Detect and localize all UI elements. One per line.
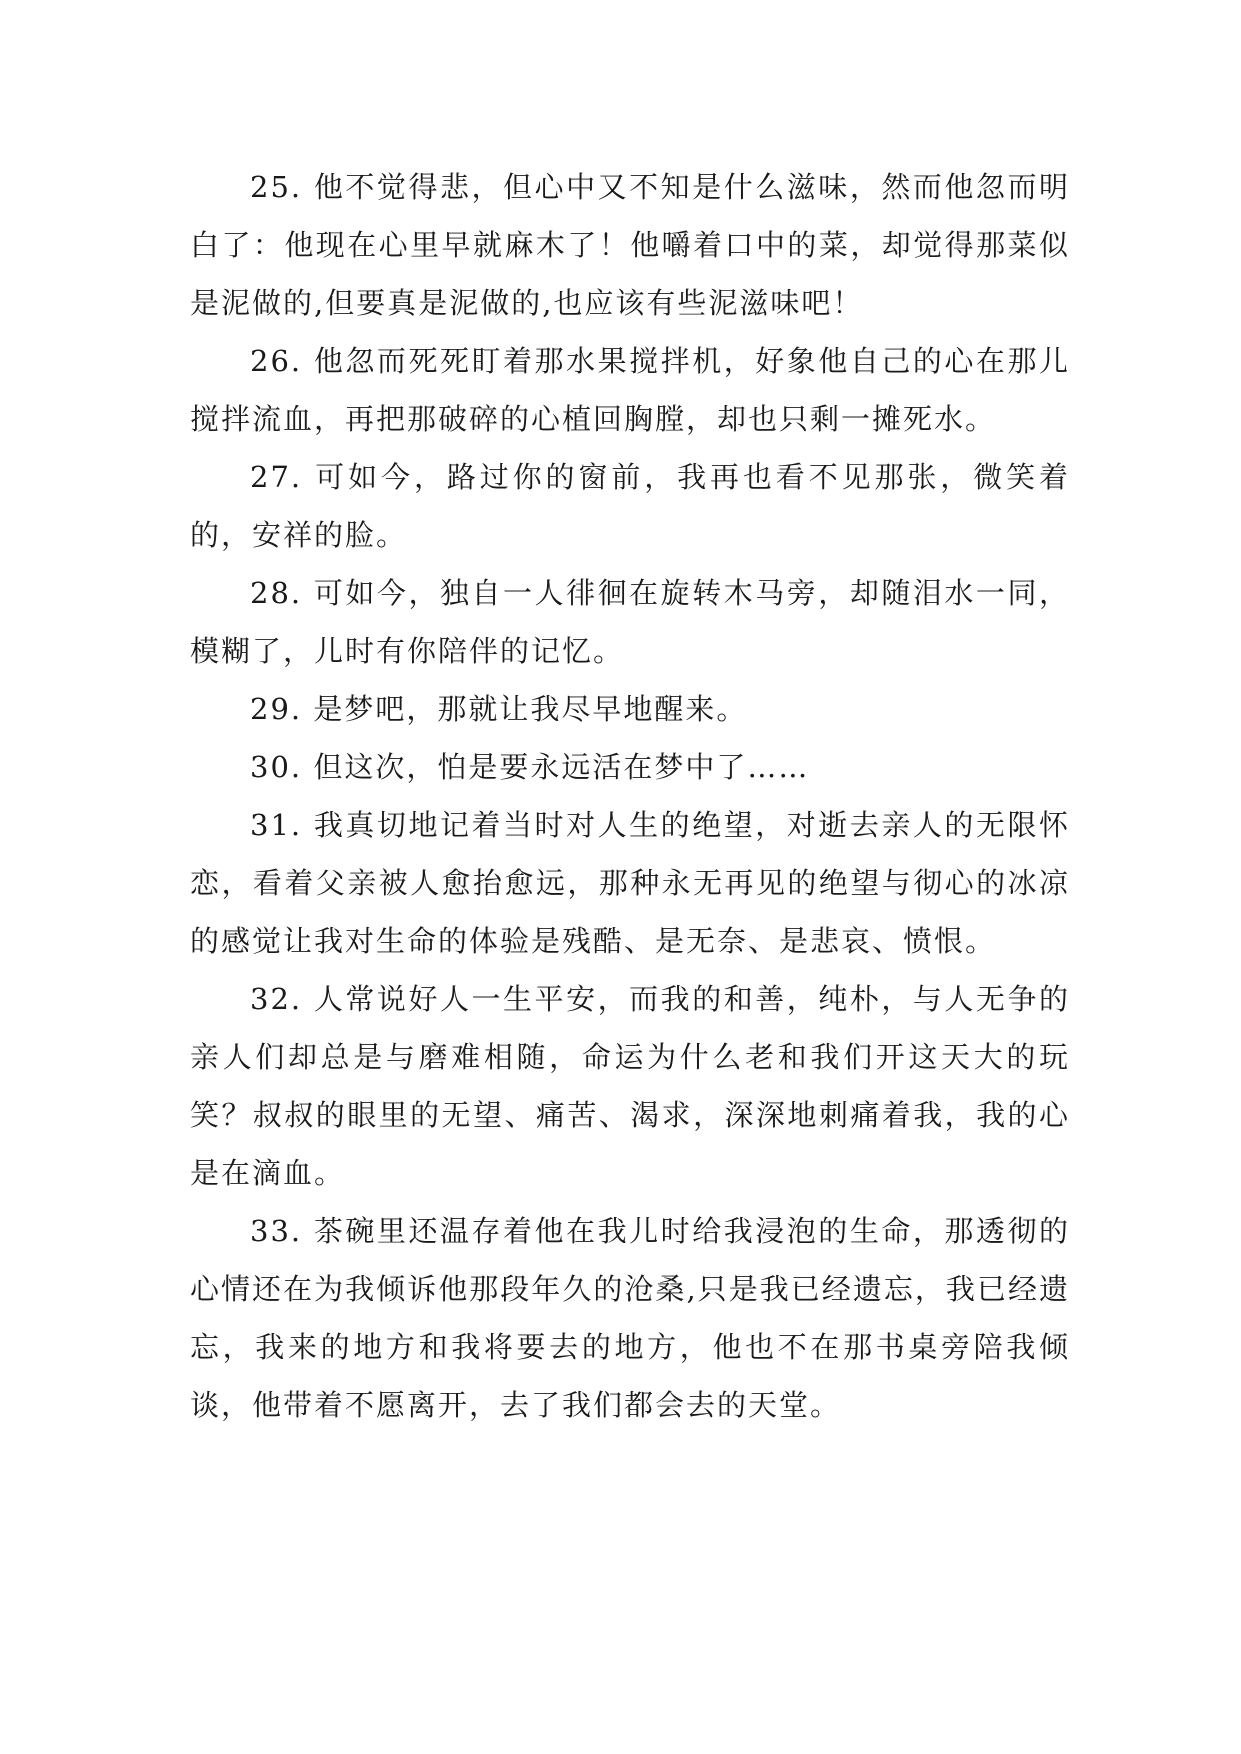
paragraph-text: 他忽而死死盯着那水果搅拌机，好象他自己的心在那儿搅拌流血，再把那破碎的心植回胸膛，却也只剩一摊死水。 — [190, 344, 1070, 436]
paragraph-32 — [190, 970, 1070, 1202]
paragraph-27 — [190, 448, 1070, 564]
document-body — [190, 158, 1070, 1434]
paragraph-30 — [190, 738, 1070, 796]
paragraph-number: 27. — [250, 460, 303, 494]
paragraph-text: 人常说好人一生平安，而我的和善，纯朴，与人无争的亲人们却总是与磨难相随，命运为什么老和我们开这天大的玩笑？叔叔的眼里的无望、痛苦、渴求，深深地刺痛着我，我的心是在滴血。 — [190, 982, 1070, 1190]
paragraph-number: 28. — [250, 576, 303, 610]
paragraph-number: 26. — [250, 344, 303, 378]
paragraph-25 — [190, 158, 1070, 332]
paragraph-28 — [190, 564, 1070, 680]
paragraph-text: 我真切地记着当时对人生的绝望，对逝去亲人的无限怀恋，看着父亲被人愈抬愈远，那种永无再见的绝望与彻心的冰凉的感觉让我对生命的体验是残酷、是无奈、是悲哀、愤恨。 — [190, 808, 1070, 958]
paragraph-number: 29. — [250, 692, 303, 726]
paragraph-text: 他不觉得悲，但心中又不知是什么滋味，然而他忽而明白了：他现在心里早就麻木了！他嚼着口中的菜，却觉得那菜似是泥做的,但要真是泥做的,也应该有些泥滋味吧！ — [190, 170, 1070, 320]
paragraph-number: 32. — [250, 982, 303, 1016]
paragraph-number: 33. — [250, 1214, 303, 1248]
paragraph-26 — [190, 332, 1070, 448]
paragraph-33 — [190, 1202, 1070, 1434]
paragraph-text: 是梦吧，那就让我尽早地醒来。 — [313, 692, 748, 726]
paragraph-text: 但这次，怕是要永远活在梦中了…… — [313, 750, 810, 784]
paragraph-29 — [190, 680, 1070, 738]
paragraph-text: 可如今，路过你的窗前，我再也看不见那张，微笑着的，安祥的脸。 — [190, 460, 1070, 552]
paragraph-31 — [190, 796, 1070, 970]
paragraph-text: 可如今，独自一人徘徊在旋转木马旁，却随泪水一同，模糊了，儿时有你陪伴的记忆。 — [190, 576, 1070, 668]
paragraph-number: 31. — [250, 808, 303, 842]
paragraph-number: 30. — [250, 750, 303, 784]
paragraph-number: 25. — [250, 170, 303, 204]
paragraph-text: 茶碗里还温存着他在我儿时给我浸泡的生命，那透彻的心情还在为我倾诉他那段年久的沧桑,只是我已经遗忘，我已经遗忘，我来的地方和我将要去的地方，他也不在那书桌旁陪我倾谈，他带着不愿离开，去了我们都会去的天堂。 — [190, 1214, 1070, 1422]
